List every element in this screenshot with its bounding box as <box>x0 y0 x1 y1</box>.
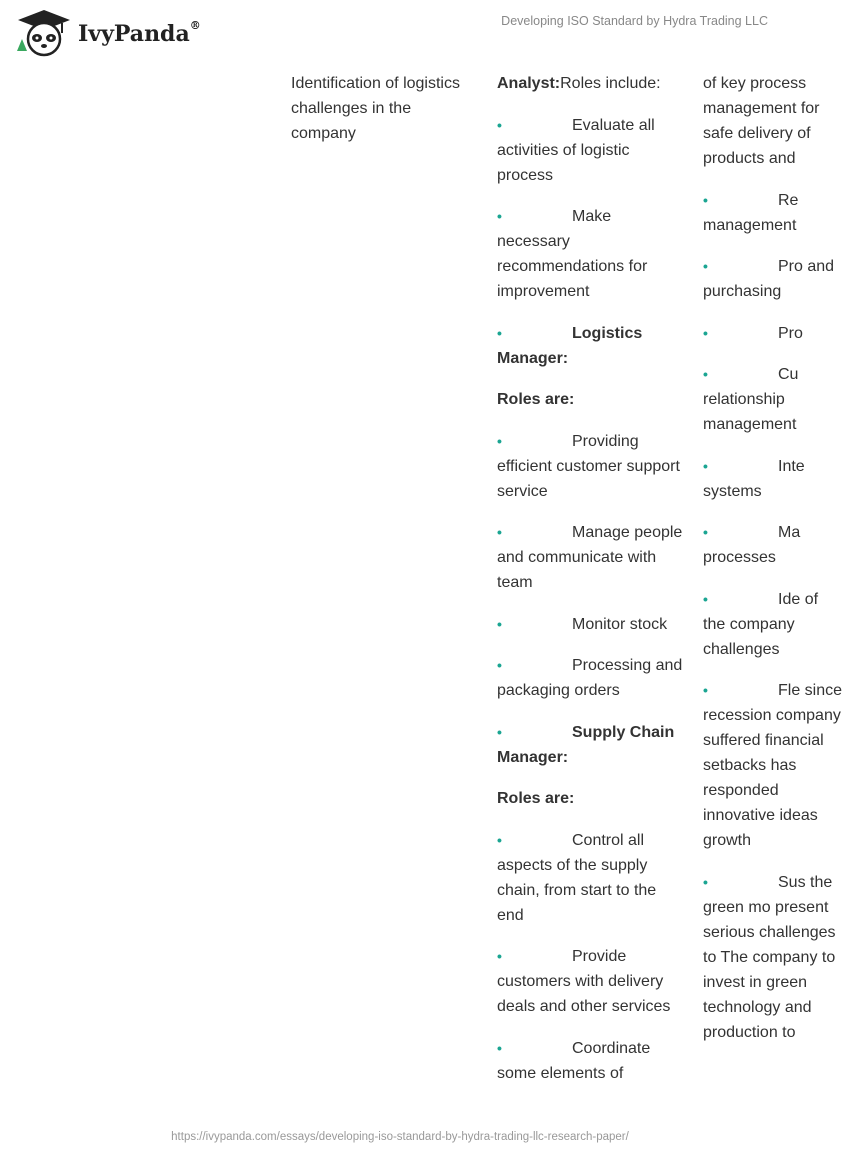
list-item: • Pro <box>703 321 843 346</box>
column-1 <box>291 71 476 163</box>
bullet-icon: • <box>497 657 502 673</box>
bullet-icon: • <box>703 191 708 208</box>
list-item: • Processing and packaging orders <box>497 653 687 703</box>
bullet-icon: • <box>497 324 502 341</box>
roles-heading: Roles are: <box>497 391 575 408</box>
bullet-icon: • <box>703 324 708 341</box>
bullet-icon: • <box>497 1039 502 1056</box>
list-item: • Re management <box>703 188 843 238</box>
list-item: • Sus the green mo present serious challenges to The company to invest in green technology and production to <box>703 870 843 1045</box>
list-item: • Coordinate some elements of <box>497 1036 687 1086</box>
list-item: • Cu relationship management <box>703 362 843 437</box>
supply-chain-manager-heading: • Supply Chain Manager: <box>497 720 687 770</box>
bullet-icon: • <box>497 432 502 449</box>
bullet-icon: • <box>497 831 502 848</box>
bullet-icon: • <box>497 948 502 964</box>
bullet-icon: • <box>497 723 502 740</box>
source-url[interactable]: https://ivypanda.com/essays/developing-iso-standard-by-hydra-trading-llc-research-paper/ <box>171 1131 629 1143</box>
brand-name: IvyPanda® <box>78 19 201 47</box>
list-item: • Fle since recession company suffered financial setbacks has responded innovative ideas growth <box>703 678 843 853</box>
bullet-icon: • <box>703 873 708 890</box>
list-item: • Inte systems <box>703 454 843 504</box>
list-item: • Evaluate all activities of logistic process <box>497 113 687 188</box>
ivypanda-logo[interactable] <box>14 9 204 57</box>
list-item: • Manage people and communicate with team <box>497 520 687 595</box>
bullet-icon: • <box>497 208 502 224</box>
list-item: • Provide customers with delivery deals and other services <box>497 944 687 1019</box>
bullet-icon: • <box>703 457 708 474</box>
document-title: Developing ISO Standard by Hydra Trading LLC <box>501 14 768 28</box>
list-item: • Monitor stock <box>497 612 687 637</box>
list-item: • Pro and purchasing <box>703 254 843 304</box>
bullet-icon: • <box>497 524 502 540</box>
logistics-manager-heading: • Logistics Manager: <box>497 321 687 371</box>
bullet-icon: • <box>703 366 708 382</box>
process-intro: of key process management for safe delivery of products and <box>703 75 820 167</box>
bullet-icon: • <box>497 116 502 133</box>
list-item: • Control all aspects of the supply chain, from start to the end <box>497 828 687 928</box>
bullet-icon: • <box>703 682 708 698</box>
analyst-paragraph: Analyst:Roles include: <box>497 75 661 92</box>
bullet-icon: • <box>497 615 502 632</box>
column-3 <box>703 71 843 1061</box>
bullet-icon: • <box>703 590 708 607</box>
panda-graduate-icon <box>14 9 74 57</box>
roles-heading: Roles are: <box>497 790 575 807</box>
bullet-icon: • <box>703 524 708 540</box>
list-item: • Ma processes <box>703 520 843 570</box>
list-item: • Ide of the company challenges <box>703 587 843 662</box>
column-2 <box>497 71 687 1102</box>
bullet-icon: • <box>703 258 708 274</box>
logistics-challenges-cell: Identification of logistics challenges in the company <box>291 75 460 142</box>
list-item: • Make necessary recommendations for improvement <box>497 204 687 304</box>
list-item: • Providing efficient customer support service <box>497 429 687 504</box>
